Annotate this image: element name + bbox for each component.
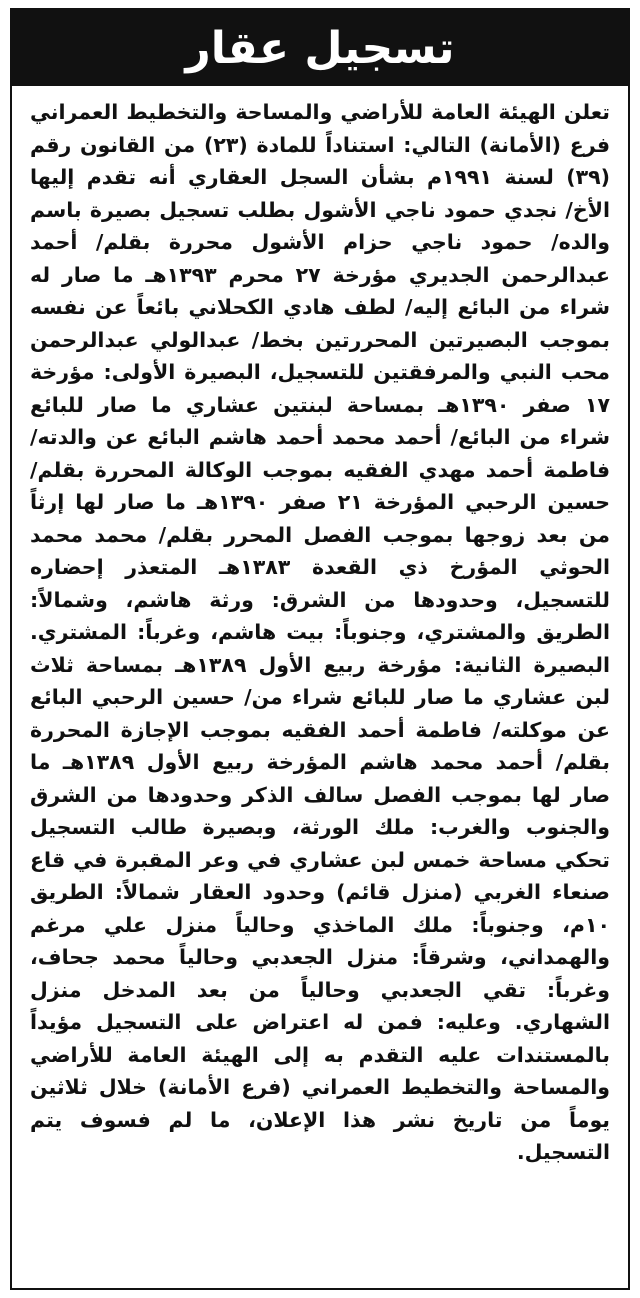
property-registration-notice bbox=[10, 8, 630, 1290]
title-bar bbox=[12, 10, 628, 86]
notice-title: تسجيل عقار bbox=[185, 22, 455, 74]
notice-body-text: تعلن الهيئة العامة للأراضي والمساحة والتخطيط العمراني فرع (الأمانة) التالي: استناداً للمادة (٢٣) من القانون رقم (٣٩) لسنة ١٩٩١م بشأن السجل العقاري أنه تقدم إليها الأخ/ نجدي حمود ناجي الأشول بطلب تسجيل بصيرة باسم والده/ حمود ناجي حزام الأشول محررة بقلم/ أحمد عبدالرحمن الجديري مؤرخة ٢٧ محرم ١٣٩٣هـ ما صار له شراء من البائع إليه/ لطف هادي الكحلاني بائعاً عن نفسه بموجب البصيرتين المحررتين بخط/ عبدالولي عبدالرحمن محب النبي والمرفقتين للتسجيل، البصيرة الأولى: مؤرخة ١٧ صفر ١٣٩٠هـ بمساحة لبنتين عشاري ما صار للبائع شراء من البائع/ أحمد محمد أحمد هاشم البائع عن والدته/ فاطمة أحمد مهدي الفقيه بموجب الوكالة المحررة بقلم/ حسين الرحبي المؤرخة ٢١ صفر ١٣٩٠هـ ما صار لها إرثاً من بعد زوجها بموجب الفصل المحرر بقلم/ محمد محمد الحوثي المؤرخ ذي القعدة ١٣٨٣هـ المتعذر إحضاره للتسجيل، وحدودها من الشرق: ورثة هاشم، وشمالاً: الطريق والمشتري، وجنوباً: بيت هاشم، وغرباً: المشتري. البصيرة الثانية: مؤرخة ربيع الأول ١٣٨٩هـ بمساحة ثلاث لبن عشاري ما صار للبائع شراء من/ حسين الرحبي البائع عن موكلته/ فاطمة أحمد الفقيه بموجب الإجازة المحررة بقلم/ أحمد محمد هاشم المؤرخة ربيع الأول ١٣٨٩هـ ما صار لها بموجب الفصل سالف الذكر وحدودها من الشرق والجنوب والغرب: ملك الورثة، وبصيرة طالب التسجيل تحكي مساحة خمس لبن عشاري في وعر المقبرة في قاع صنعاء الغربي (منزل قائم) وحدود العقار شمالاً: الطريق ١٠م، وجنوباً: ملك الماخذي وحالياً منزل علي مرغم والهمداني، وشرقاً: منزل الجعدبي وحالياً محمد جحاف، وغرباً: تقي الجعدبي وحالياً من بعد المدخل منزل الشهاري. وعليه: فمن له اعتراض على التسجيل مؤيداً بالمستندات عليه التقدم به إلى الهيئة العامة للأراضي والمساحة والتخطيط العمراني (فرع الأمانة) خلال ثلاثين يوماً من تاريخ نشر هذا الإعلان، ما لم فسوف يتم التسجيل. bbox=[30, 100, 610, 1164]
notice-body-container bbox=[12, 86, 628, 1169]
